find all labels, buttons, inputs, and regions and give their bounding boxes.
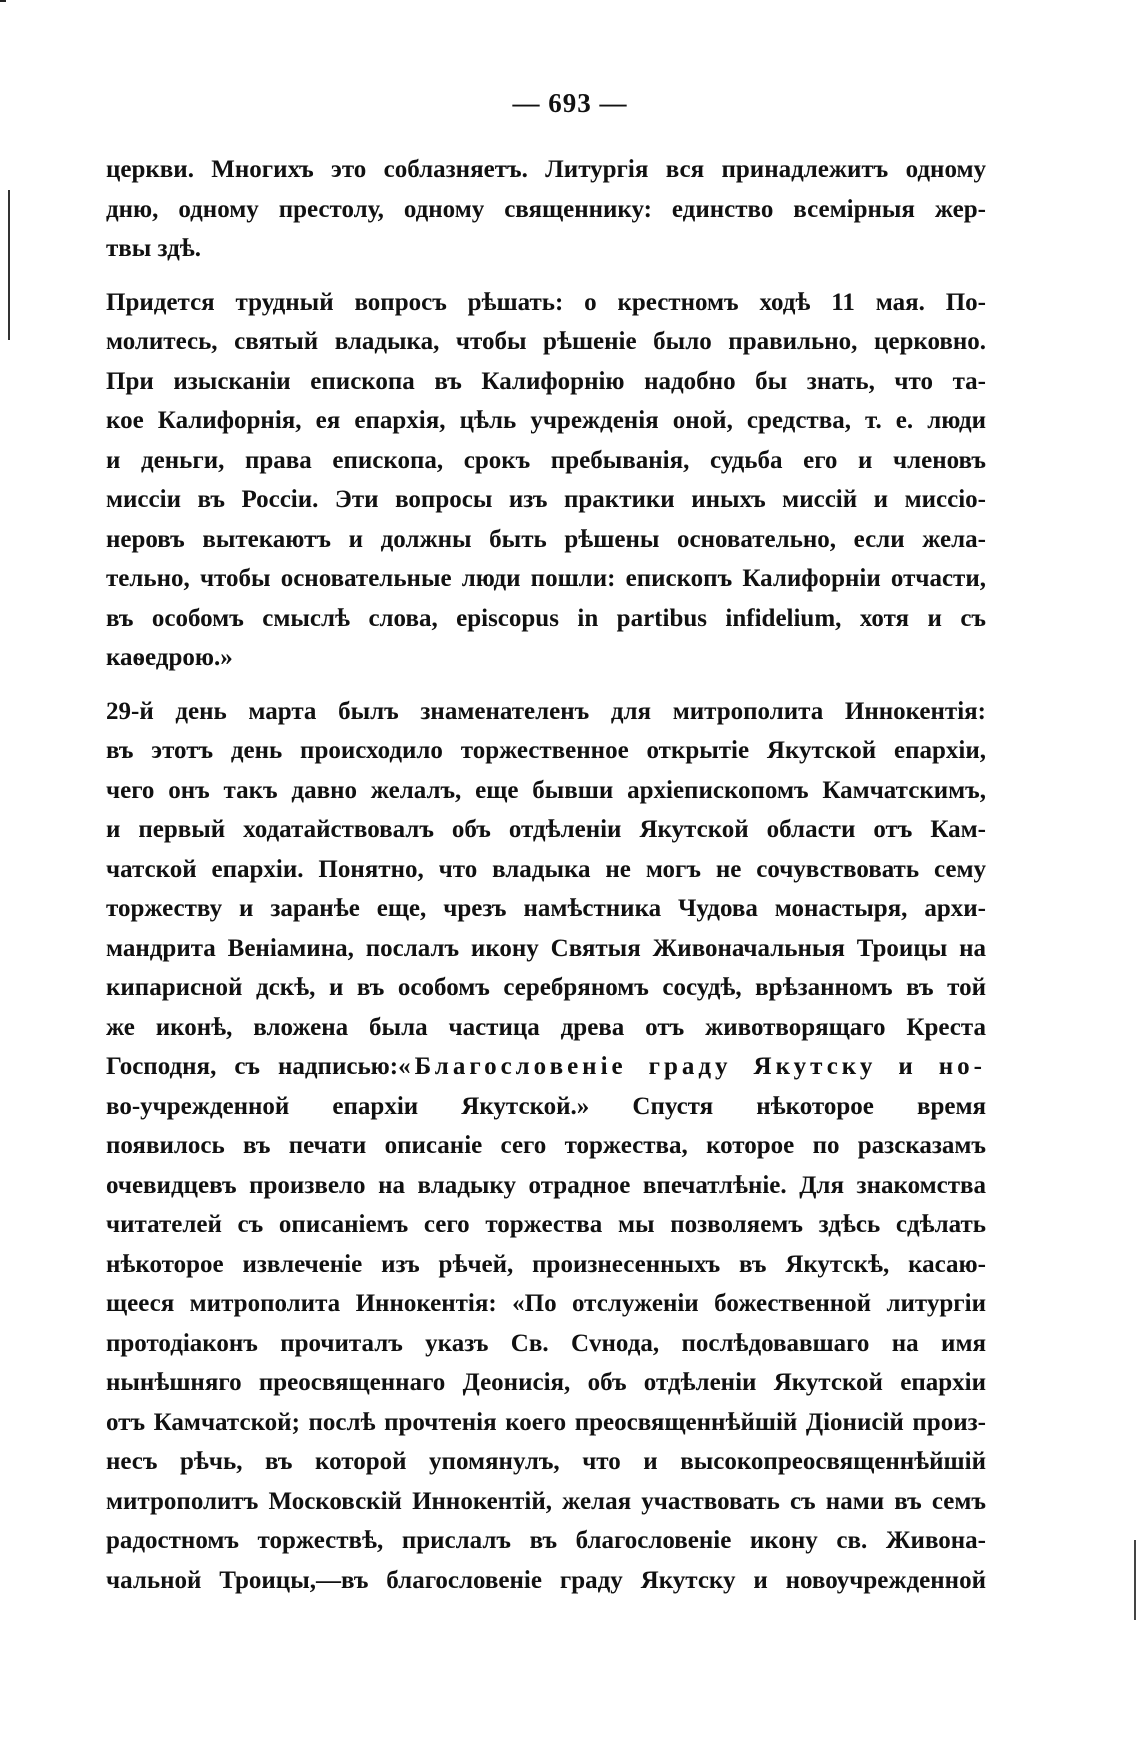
text-line: митрополитъ Московскій Иннокентій, желая участвовать съ нами въ семъ (106, 1487, 986, 1515)
text-line: тельно, чтобы основательные люди пошли: епископъ Калифорніи отчасти, (106, 565, 986, 592)
text-line: появилось въ печати описаніе сего торжества, которое по разсказамъ (106, 1132, 986, 1159)
text-line: мандрита Веніамина, послалъ икону Святыя Живоначальныя Троицы на (106, 934, 986, 962)
text-line: и первый ходатайствовалъ объ отдѣленіи Якутской области отъ Кам- (106, 816, 986, 843)
text-line: читателей съ описаніемъ сего торжества мы позволяемъ здѣсь сдѣлать (106, 1211, 986, 1238)
text-line: торжеству и заранѣе еще, чрезъ намѣстника Чудова монастыря, архи- (106, 895, 986, 922)
text-line: кипарисной дскѣ, и въ особомъ серебряномъ сосудѣ, врѣзанномъ въ той (106, 974, 986, 1001)
text-line: протодіаконъ прочиталъ указъ Св. Сvнода, послѣдовавшаго на имя (106, 1329, 986, 1357)
text-line: нѣкоторое извлеченіе изъ рѣчей, произнесенныхъ въ Якутскѣ, касаю- (106, 1250, 986, 1278)
text-line: очевидцевъ произвело на владыку отрадное впечатлѣніе. Для знакомства (106, 1171, 986, 1199)
text-line: и деньги, права епископа, срокъ пребыванія, судьба его и членовъ (106, 446, 986, 474)
text-line: церкви. Многихъ это соблазняетъ. Литургія вся принадлежитъ одному (106, 156, 986, 183)
text-line: чатской епархіи. Понятно, что владыка не могъ не сочувствовать сему (106, 855, 986, 883)
text-line: въ этотъ день происходило торжественное открытіе Якутской епархіи, (106, 737, 986, 764)
text-line: чего онъ такъ давно желалъ, еще бывши архіепископомъ Камчатскимъ, (106, 776, 986, 804)
page-body (106, 150, 986, 1600)
scan-artifact (1134, 1540, 1136, 1620)
text-line: же иконѣ, вложена была частица древа отъ животворящаго Креста (106, 1013, 986, 1041)
text-line: При изысканіи епископа въ Калифорнію надобно бы знать, что та- (106, 367, 986, 395)
text-line: миссіи въ Россіи. Эти вопросы изъ практики иныхъ миссій и миссіо- (106, 486, 986, 513)
scan-artifact (0, 0, 6, 2)
inscription-spaced: «Благословеніе граду Якутску и но- (398, 1053, 987, 1080)
scan-artifact (8, 190, 10, 340)
page-number: — 693 — (512, 88, 628, 118)
text-line: чальной Троицы,—въ благословеніе граду Якутску и новоучрежденной (106, 1566, 986, 1594)
text-line: во-учрежденной епархіи Якутской.» Спустя нѣкоторое время (106, 1092, 986, 1120)
text-line: неровъ вытекаютъ и должны быть рѣшены основательно, если жела- (106, 525, 986, 553)
text-line: въ особомъ смыслѣ слова, episcopus in partibus infidelium, хотя и съ (106, 604, 986, 632)
text-line: твы здѣ. (106, 235, 202, 262)
text-line: несъ рѣчь, въ которой упомянулъ, что и высокопреосвященнѣйшій (106, 1448, 986, 1475)
text-line-with-inscription (106, 1047, 986, 1087)
text-fragment: Господня, съ надписью: (106, 1053, 399, 1080)
text-line: дню, одному престолу, одному священнику: единство всемірныя жер- (106, 195, 986, 223)
text-line: кое Калифорнія, ея епархія, цѣль учрежденія оной, средства, т. е. люди (106, 407, 986, 434)
text-line: каѳедрою.» (106, 644, 233, 671)
text-line: Придется трудный вопросъ рѣшать: о крестномъ ходѣ 11 мая. По- (106, 288, 986, 316)
text-line: 29-й день марта былъ знаменателенъ для митрополита Иннокентія: (106, 697, 986, 725)
text-line: отъ Камчатской; послѣ прочтенія коего преосвященнѣйшій Діонисій произ- (106, 1408, 986, 1436)
text-line: щееся митрополита Иннокентія: «По отслуженіи божественной литургіи (106, 1290, 986, 1317)
text-line: молитесь, святый владыка, чтобы рѣшеніе было правильно, церковно. (106, 328, 986, 355)
text-line: нынѣшняго преосвященнаго Деонисія, объ отдѣленіи Якутской епархіи (106, 1369, 986, 1396)
text-line: радостномъ торжествѣ, прислалъ въ благословеніе икону св. Живона- (106, 1527, 986, 1554)
